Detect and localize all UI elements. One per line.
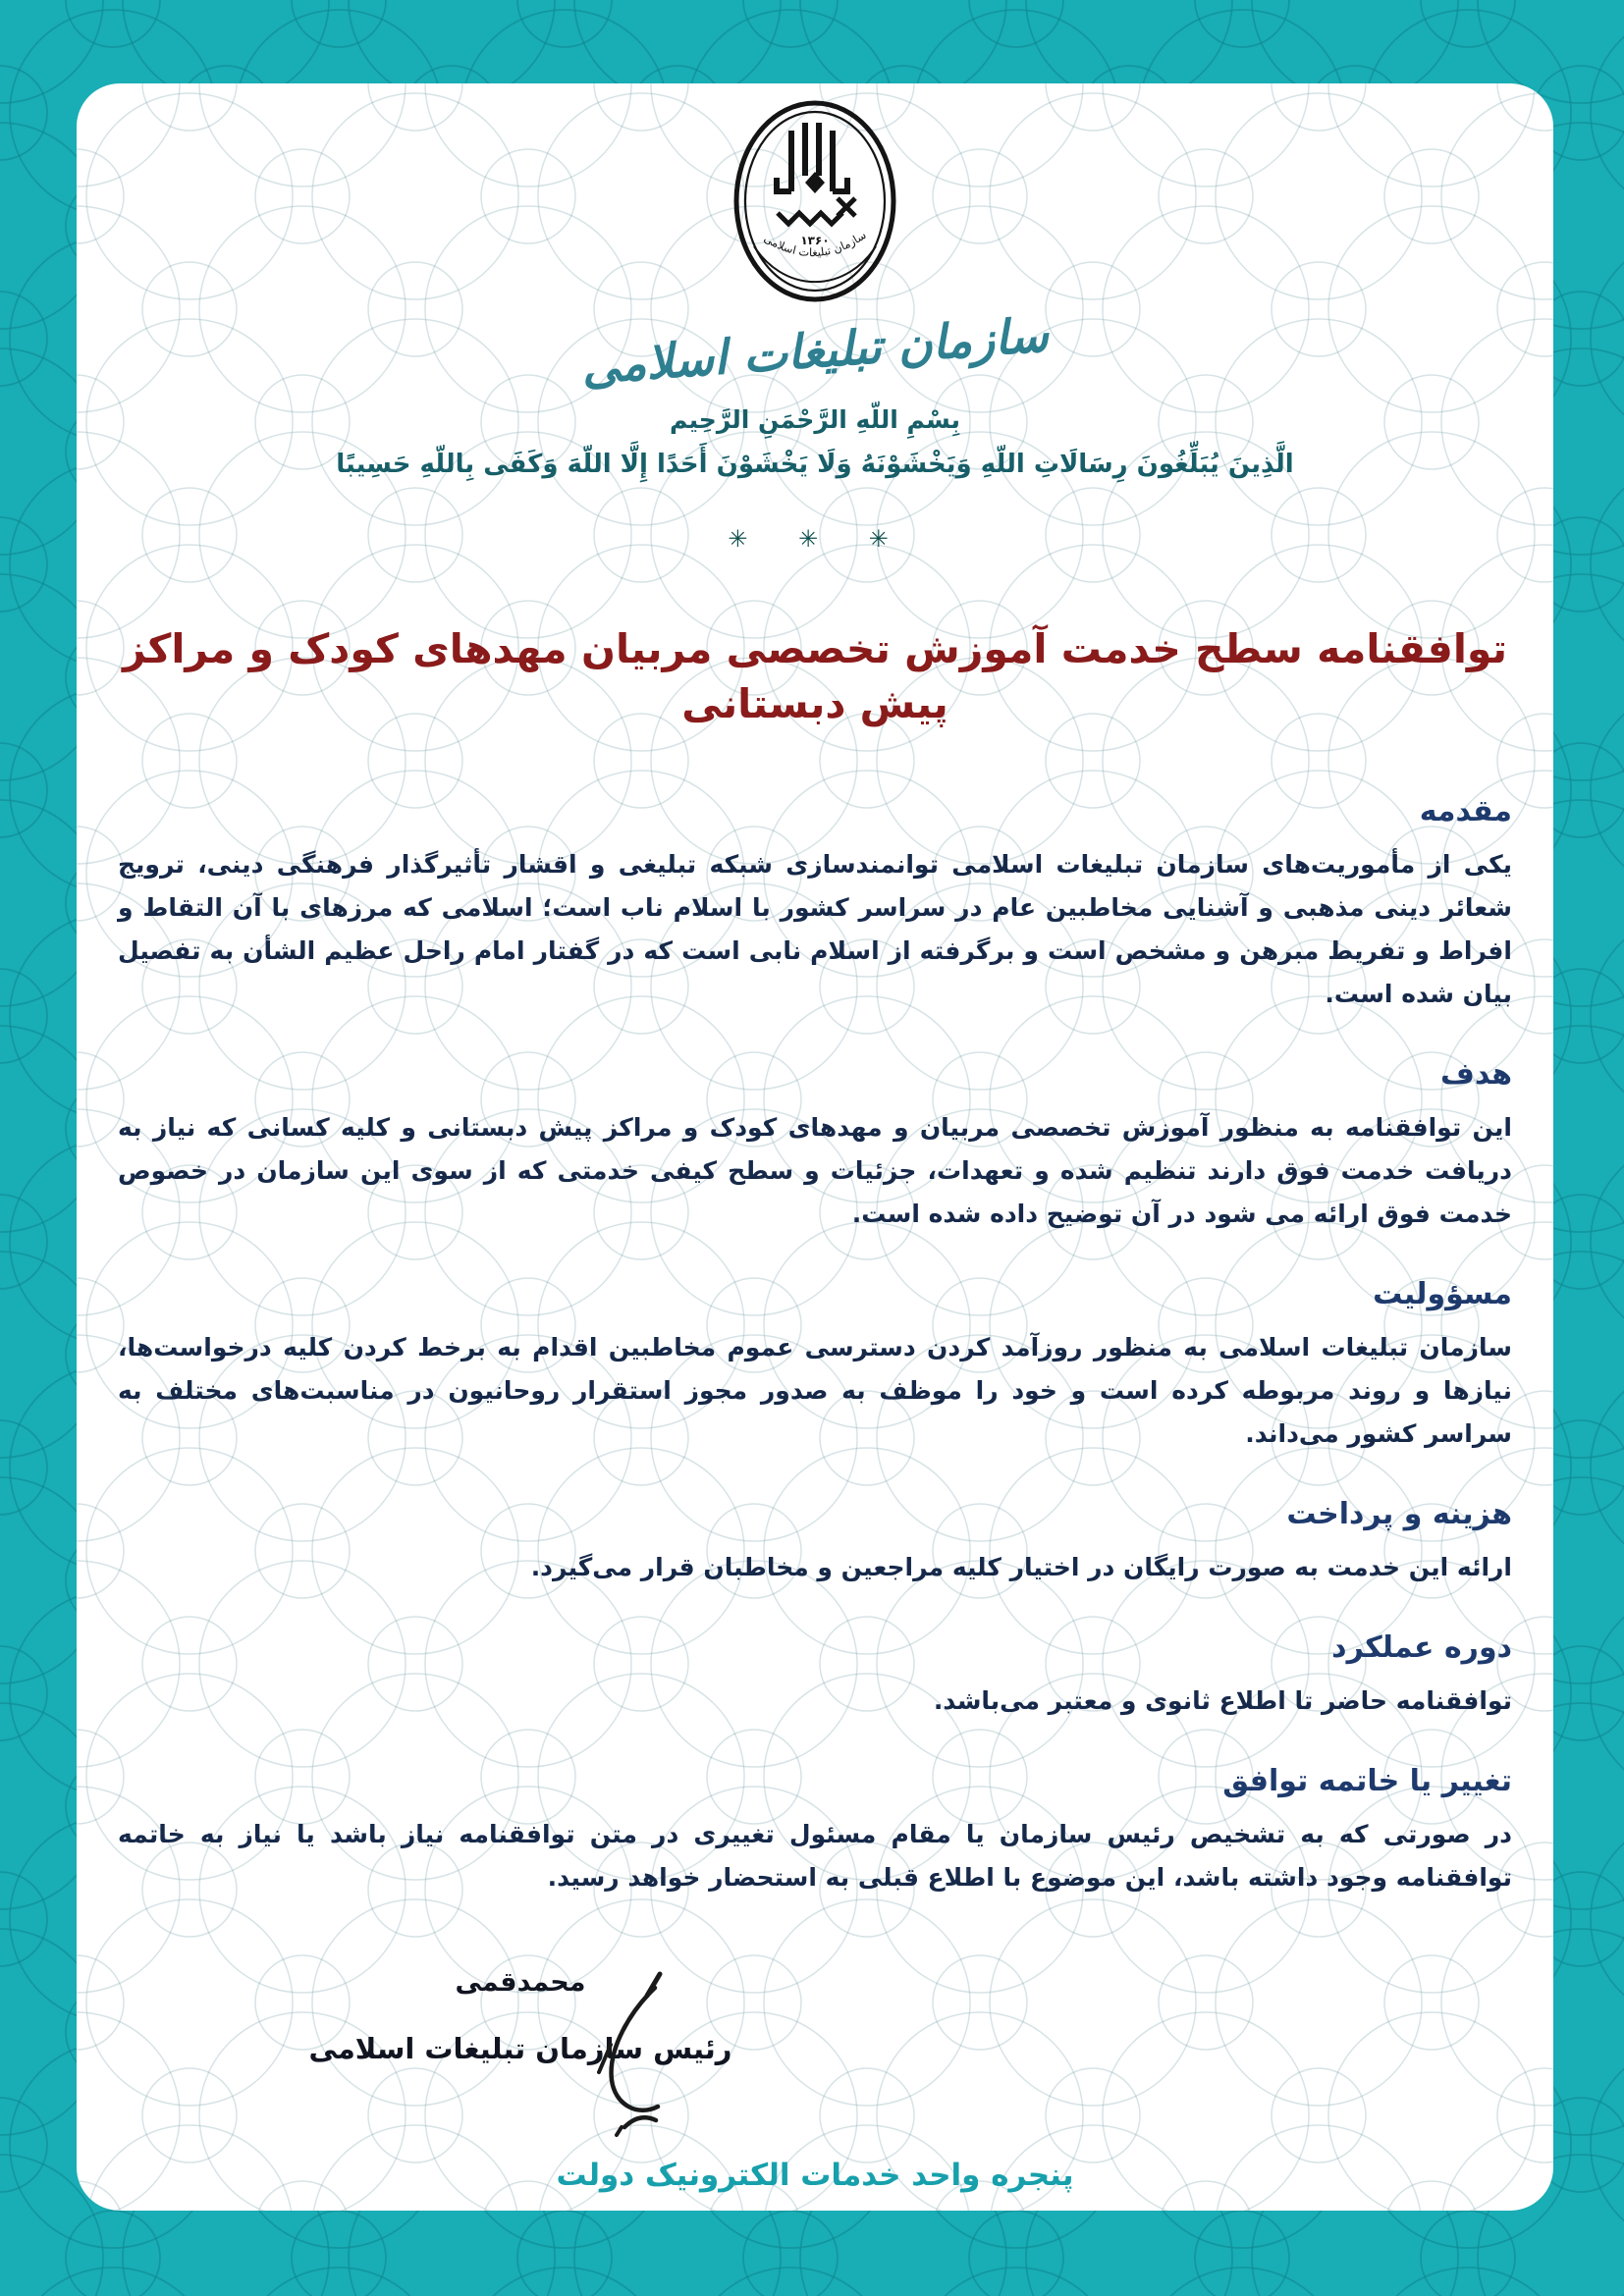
section-body: توافقنامه حاضر تا اطلاع ثانوی و معتبر می‌باشد. (933, 1686, 1512, 1715)
org-calligraphy: سازمان تبلیغات اسلامی (579, 307, 1051, 396)
section-change-termination (118, 1762, 1512, 1899)
footer-text: پنجره واحد خدمات الکترونیک دولت (556, 2158, 1074, 2193)
basmala-text: بِسْمِ اللّهِ الرَّحْمَنِ الرَّحِيم (670, 405, 960, 434)
section-body: این توافقنامه به منظور آموزش تخصصی مربیان و مهدهای کودک و مراکز پیش دبستانی و کلیه کسانی که نیاز به دریافت خدمت فوق دارند تنظیم شده و تعهدات، جزئیات و سطح کیفی خدمتی که از سوی این سازمان در خصوص خدمت فوق ارائه می شود در آن توضیح داده شده است. (118, 1113, 1512, 1228)
section-body: ارائه این خدمت به صورت رایگان در اختیار کلیه مراجعین و مخاطبان قرار می‌گیرد. (530, 1553, 1512, 1581)
ornament-asterisks: ✳ ✳ ✳ (728, 525, 902, 553)
section-responsibility (118, 1275, 1512, 1456)
section-performance-period (118, 1629, 1512, 1723)
section-heading: دوره عملکرد (1331, 1630, 1512, 1665)
section-heading: هزینه و پرداخت (1286, 1497, 1512, 1531)
logo-org-name: سازمان تبلیغات اسلامی (761, 228, 869, 260)
section-body: یکی از مأموریت‌های سازمان تبلیغات اسلامی توانمندسازی شبکه تبلیغی و اقشار تأثیرگذار فرهنگی دینی، ترویج شعائر دینی مذهبی و آشنایی مخاطبین عام در سراسر کشور با اسلام ناب است؛ اسلامی که مرزهای با آن التقاط و افراط و تفریط مبرهن و مشخص است و برگرفته از اسلام نابی است که در گفتار امام راحل عظیم الشأن به تفصیل بیان شده است. (118, 850, 1512, 1008)
organization-emblem-icon (726, 97, 904, 309)
logo-year: ۱۳۶۰ (800, 234, 830, 247)
section-heading: مسؤولیت (1373, 1277, 1512, 1311)
section-heading: تغییر یا خاتمه توافق (1222, 1764, 1512, 1798)
section-heading: هدف (1440, 1057, 1512, 1092)
section-introduction (118, 792, 1512, 1016)
section-cost-payment (118, 1495, 1512, 1589)
signatory (236, 1966, 805, 2066)
document-panel (77, 83, 1553, 2211)
document-content (77, 83, 1553, 2211)
quran-verse: الَّذِينَ يُبَلِّغُونَ رِسَالَاتِ اللّهِ وَيَخْشَوْنَهُ وَلَا يَخْشَوْنَ أَحَدًا إِلَّا اللّهَ وَكَفَى بِاللّهِ حَسِيبًا (336, 450, 1294, 479)
signatory-title: رئیس سازمان تبلیغات اسلامی (308, 2032, 732, 2065)
sections-container (118, 792, 1512, 1899)
document-title: توافقنامه سطح خدمت آموزش تخصصی مربیان مهدهای کودک و مراکز پیش دبستانی (122, 625, 1507, 727)
handwritten-signature-icon (577, 1968, 685, 2140)
section-heading: مقدمه (1419, 794, 1512, 828)
section-body: سازمان تبلیغات اسلامی به منظور روزآمد کردن دسترسی عموم مخاطبین اقدام به برخط کردن کلیه درخواست‌ها، نیازها و روند مربوطه کرده است و خود را موظف به صدور مجوز استقرار روحانیون در مناسبت‌های مختلف به سراسر کشور می‌داند. (118, 1333, 1512, 1448)
section-body: در صورتی که به تشخیص رئیس سازمان یا مقام مسئول تغییری در متن توافقنامه نیاز باشد یا نیاز به خاتمه توافقنامه وجود داشته باشد، این موضوع با اطلاع قبلی به استحضار خواهد رسید. (118, 1820, 1512, 1892)
signatory-name: محمدقمی (455, 1967, 586, 1998)
section-goal (118, 1055, 1512, 1236)
organization-logo (726, 97, 904, 313)
